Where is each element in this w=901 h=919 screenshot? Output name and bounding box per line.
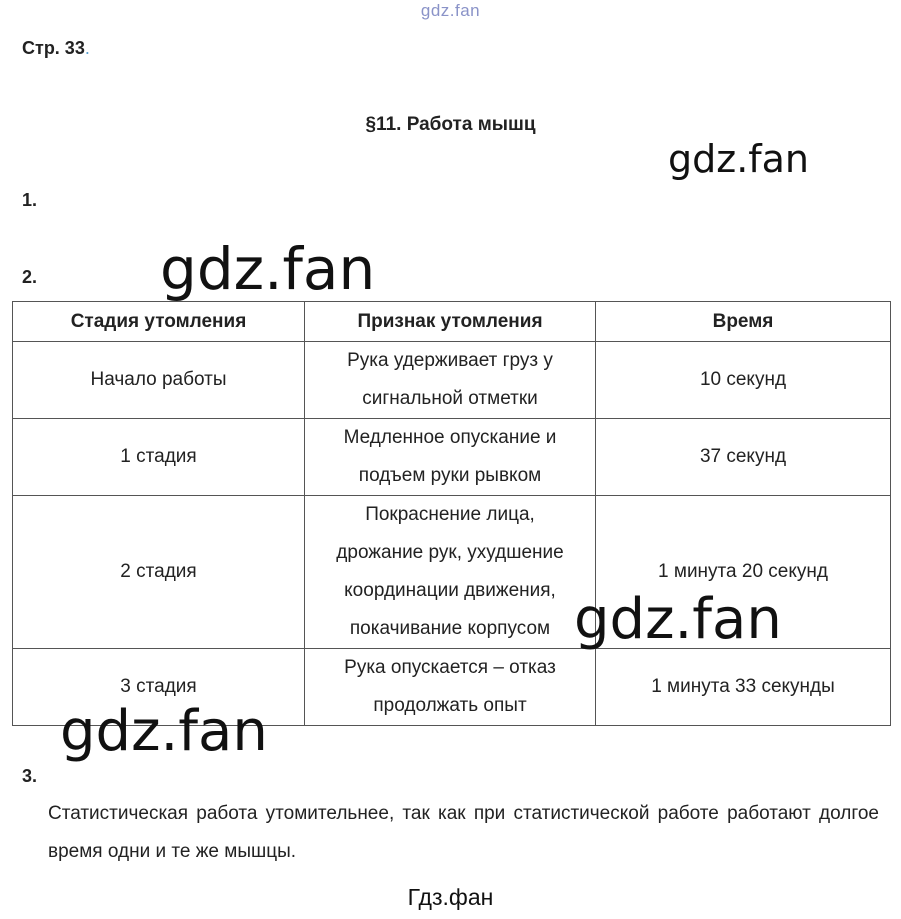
footer-watermark: Гдз.фан	[407, 884, 494, 910]
header-stage: Стадия утомления	[13, 302, 305, 342]
cell-sign	[305, 649, 596, 726]
cell-stage: 1 стадия	[13, 419, 305, 496]
top-watermark: gdz.fan	[420, 1, 481, 20]
sign-line: подъем руки рывком	[358, 465, 542, 486]
sign-line: Покраснение лица,	[365, 504, 535, 525]
watermark-large: gdz.fan	[668, 137, 810, 181]
page-reference-label: Стр. 33	[22, 38, 85, 58]
table-row	[13, 342, 891, 419]
sign-line: Медленное опускание и	[343, 427, 557, 448]
header-time: Время	[596, 302, 891, 342]
header-sign: Признак утомления	[305, 302, 596, 342]
section-title: §11. Работа мышц	[365, 114, 536, 135]
cell-time: 1 минута 33 секунды	[596, 649, 891, 726]
table-row	[13, 496, 891, 649]
item-number-3: 3.	[22, 766, 38, 786]
cell-time: 10 секунд	[596, 342, 891, 419]
table-header-row	[13, 302, 891, 342]
page-reference-dot: .	[84, 38, 90, 58]
cell-time: 37 секунд	[596, 419, 891, 496]
cell-stage: 2 стадия	[13, 496, 305, 649]
table-row	[13, 649, 891, 726]
watermark-large: gdz.fan	[160, 235, 376, 303]
page-reference	[22, 38, 90, 59]
watermark-large: gdz.fan	[60, 699, 268, 764]
watermark-large: gdz.fan	[574, 587, 782, 652]
sign-line: сигнальной отметки	[362, 388, 538, 409]
cell-sign	[305, 342, 596, 419]
item-number-2: 2.	[22, 267, 38, 287]
sign-line: дрожание рук, ухудшение	[336, 542, 564, 563]
sign-line: покачивание корпусом	[349, 618, 551, 639]
cell-stage: Начало работы	[13, 342, 305, 419]
cell-sign	[305, 419, 596, 496]
sign-line: Рука опускается – отказ	[344, 657, 556, 678]
cell-sign	[305, 496, 596, 649]
cell-time: 1 минута 20 секунд	[596, 496, 891, 649]
sign-line: координации движения,	[344, 580, 556, 601]
sign-line: продолжать опыт	[373, 695, 527, 716]
fatigue-table	[12, 301, 891, 726]
sign-line: Рука удерживает груз у	[347, 350, 553, 371]
item-number-1: 1.	[22, 190, 38, 210]
table-row	[13, 419, 891, 496]
cell-stage: 3 стадия	[13, 649, 305, 726]
answer-3-text: Статистическая работа утомительнее, так как при статистической работе работают долгое время одни и те же мышцы.	[48, 803, 879, 862]
